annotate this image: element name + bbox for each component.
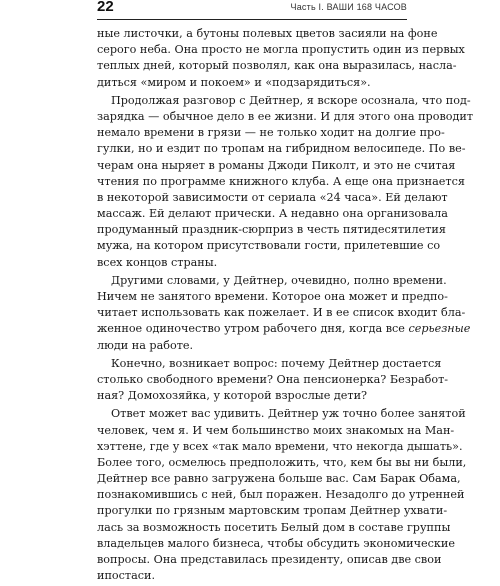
text-line: Конечно, возникает вопрос: почему Дейтнер достается xyxy=(111,356,442,370)
text-line: мужа, на котором присутствовали гости, прилетевшие со xyxy=(97,239,441,253)
text-line: ная? Домохозяйка, у которой взрослые дети? xyxy=(97,389,368,403)
text-line: диться «миром и покоем» и «подзарядиться». xyxy=(97,75,371,89)
text-line: черам она ныряет в романы Джоди Пиколт, и это не считая xyxy=(97,158,456,172)
text-line: зарядка — обычное дело в ее жизни. И для этого она проводит xyxy=(97,109,474,123)
text-line: читает использовать как пожелает. И в ее список входит бла- xyxy=(97,306,466,320)
page-number: 22 xyxy=(97,0,114,15)
text-line: ные листочки, а бутоны полевых цветов засияли на фоне xyxy=(97,27,438,40)
text-line: гулки, но и ездит по тропам на гибридном велосипеде. По ве- xyxy=(97,142,466,156)
paragraph xyxy=(97,356,449,405)
text-line: Более того, осмелюсь предположить, что, кем бы вы ни были, xyxy=(97,455,467,469)
running-head: Часть I. ВАШИ 168 ЧАСОВ xyxy=(290,2,407,12)
text-line: владельцев малого бизнеса, чтобы обсудить экономические xyxy=(97,536,455,550)
text-line: вопросы. Она представилась президенту, описав две свои xyxy=(97,553,442,566)
text-line: немало времени в грязи — не только ходит на долгие про- xyxy=(97,126,445,140)
text-line: Ничем не занятого времени. Которое она может и предпо- xyxy=(97,290,448,303)
text-line: столько свободного времени? Она пенсионерка? Безработ- xyxy=(97,372,449,386)
text-line: познакомившись с ней, был поражен. Незадолго до утренней xyxy=(97,488,465,502)
text-line: Другими словами, у Дейтнер, очевидно, полно времени. xyxy=(111,273,447,287)
text-line: люди на работе. xyxy=(97,338,194,352)
text-line: Ответ может вас удивить. Дейтнер уж точно более занятой xyxy=(111,407,466,421)
text-line: прогулки по грязным мартовским тропам Дейтнер ухвати- xyxy=(97,504,448,518)
text-line: лась за возможность посетить Белый дом в составе группы xyxy=(97,520,451,534)
page-header xyxy=(97,0,407,20)
paragraph xyxy=(97,273,471,354)
paragraph xyxy=(97,406,467,584)
text-line: хэттене, где у всех «так мало времени, что некогда дышать». xyxy=(97,439,463,453)
body-text xyxy=(97,26,474,586)
text-line: всех концов страны. xyxy=(97,255,218,269)
text-line: человек, чем я. И чем большинство моих знакомых на Ман- xyxy=(97,423,455,437)
text-fragment: женное одиночество утром рабочего дня, когда все xyxy=(97,322,409,336)
text-line: продуманный праздник-сюрприз в честь пятидесятилетия xyxy=(97,223,446,237)
paragraph xyxy=(97,93,474,271)
text-line: теплых дней, который позволял, как она выразилась, насла- xyxy=(97,59,457,73)
text-line-with-emphasis xyxy=(97,321,471,337)
text-line: массаж. Ей делают прически. А недавно она организовала xyxy=(97,207,448,221)
emphasis-word: серьезные xyxy=(408,322,471,336)
text-line: серого неба. Она просто не могла пропустить один из первых xyxy=(97,43,465,57)
text-line: чтения по программе книжного клуба. А еще она признается xyxy=(97,174,465,188)
text-line: Дейтнер все равно загружена больше вас. Сам Барак Обама, xyxy=(97,472,461,486)
paragraph xyxy=(97,26,465,91)
text-line: ипостаси. xyxy=(97,569,156,583)
text-line: в некоторой зависимости от сериала «24 часа». Ей делают xyxy=(97,190,448,204)
text-line: Продолжая разговор с Дейтнер, я вскоре осознала, что под- xyxy=(111,93,471,107)
